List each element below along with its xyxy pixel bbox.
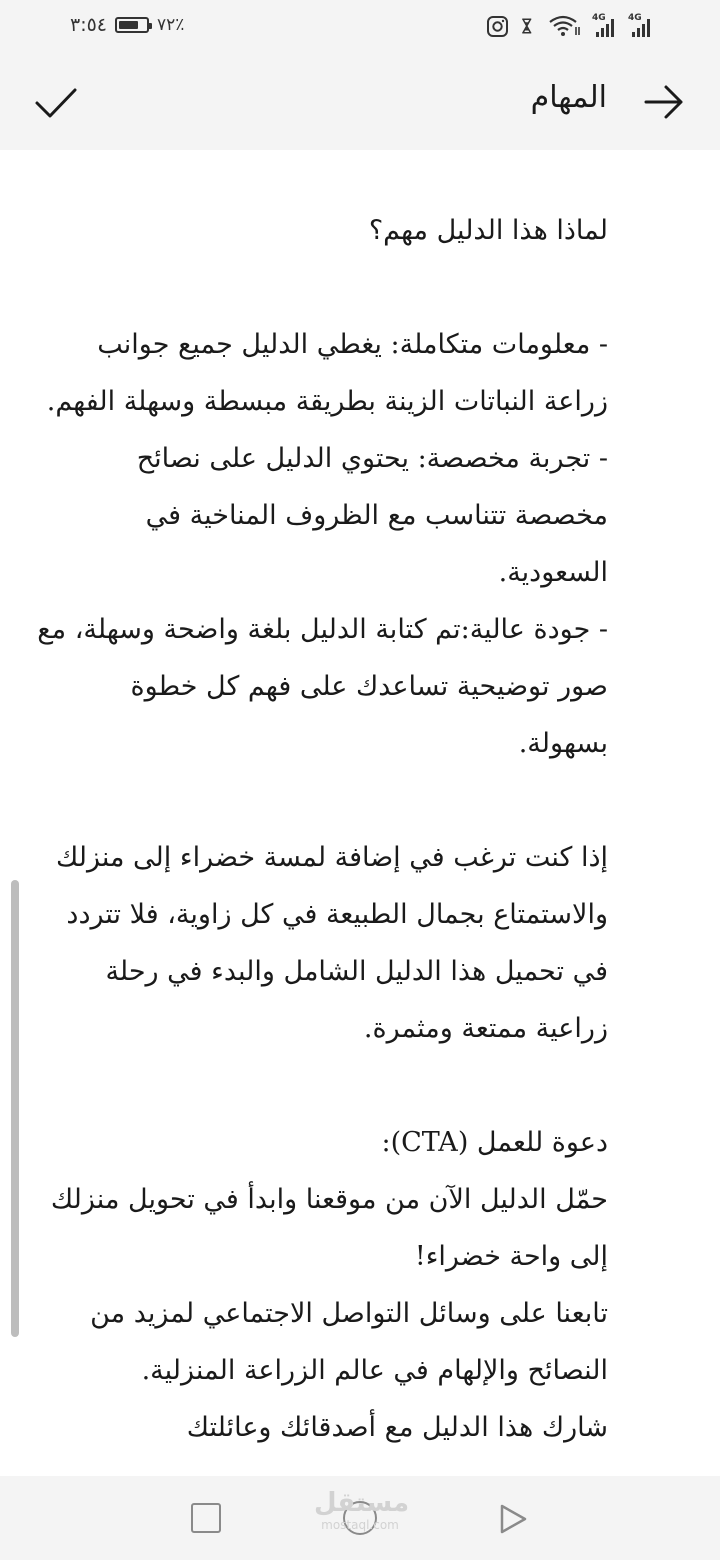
status-time: ٣:٥٤ <box>70 14 108 36</box>
status-left <box>70 14 184 36</box>
network-type-label: 4G <box>592 13 606 23</box>
scrollbar[interactable] <box>11 880 19 1337</box>
blank-line <box>36 772 608 829</box>
watermark-arabic: مستقل <box>314 1488 410 1518</box>
wifi-icon <box>548 13 582 39</box>
battery-cap <box>149 23 152 29</box>
hourglass-icon <box>520 13 538 39</box>
blank-line <box>36 259 608 316</box>
document-paragraph: تابعنا على وسائل التواصل الاجتماعي لمزيد من النصائح والإلهام في عالم الزراعة المنزلية. <box>90 1298 608 1386</box>
document-paragraph: إذا كنت ترغب في إضافة لمسة خضراء إلى منزلك والاستمتاع بجمال الطبيعة في كل زاوية، فلا تتردد في تحميل هذا الدليل الشامل والبدء في رحلة زراعية ممتعة ومثمرة. <box>55 842 608 1044</box>
document-paragraph: دعوة للعمل (CTA): <box>381 1127 608 1158</box>
status-bar <box>0 0 720 54</box>
document-paragraph: شارك هذا الدليل مع أصدقائك وعائلتك <box>186 1412 608 1443</box>
signal-4g-icon <box>628 13 654 39</box>
app-bar <box>0 54 720 150</box>
network-type-label: 4G <box>628 13 642 23</box>
signal-bars <box>628 13 654 39</box>
document-paragraph: - تجربة مخصصة: يحتوي الدليل على نصائح مخصصة تتناسب مع الظروف المناخية في السعودية. <box>136 443 608 588</box>
watermark-latin: mostaql.com <box>321 1518 399 1532</box>
checkmark-icon[interactable] <box>30 78 82 126</box>
document-text[interactable] <box>36 202 608 1456</box>
signal-bars <box>592 13 618 39</box>
status-right <box>486 13 654 39</box>
blank-line <box>36 1057 608 1114</box>
back-triangle-icon[interactable] <box>496 1501 530 1537</box>
document-paragraph: - جودة عالية:تم كتابة الدليل بلغة واضحة وسهلة، مع صور توضيحية تساعدك على فهم كل خطوة بسهولة. <box>37 614 608 759</box>
battery-icon <box>115 17 149 33</box>
battery-percent: ٧٢٪ <box>157 15 185 35</box>
document-paragraph: - معلومات متكاملة: يغطي الدليل جميع جوانب زراعة النباتات الزينة بطريقة مبسطة وسهلة الفهم. <box>46 329 608 417</box>
watermark <box>314 1488 410 1532</box>
arrow-right-icon[interactable] <box>636 78 692 126</box>
navigation-bar <box>0 1476 720 1560</box>
document-paragraph: حمّل الدليل الآن من موقعنا وابدأ في تحويل منزلك إلى واحة خضراء! <box>50 1184 608 1272</box>
recent-apps-icon[interactable] <box>191 1503 221 1533</box>
page-title: المهام <box>530 80 607 115</box>
document-content[interactable] <box>0 150 720 1476</box>
document-paragraph: لماذا هذا الدليل مهم؟ <box>368 215 608 246</box>
instagram-icon <box>486 13 510 39</box>
battery-level-fill <box>119 21 138 29</box>
signal-4g-icon <box>592 13 618 39</box>
